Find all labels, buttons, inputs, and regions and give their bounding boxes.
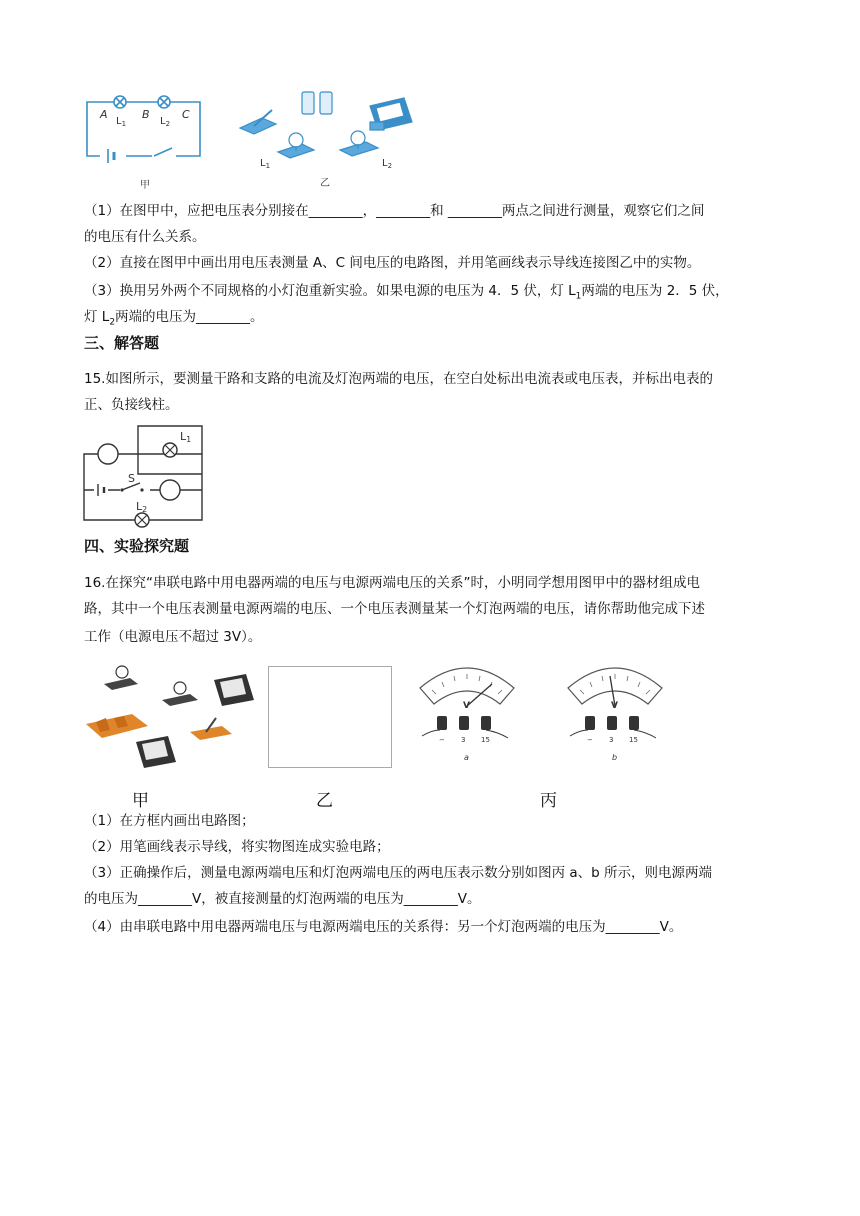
svg-text:L2: [136, 500, 147, 514]
meter-a-term-neg: −: [439, 736, 445, 744]
q14-part3-line2: 灯 $L_2$两端的电压为________。: [84, 309, 264, 328]
svg-text:L1: [260, 158, 270, 170]
figure-yi-caption: 乙: [320, 178, 330, 189]
figure-jia-caption: 甲: [140, 180, 150, 191]
q16-part3-line1: （3）正确操作后，测量电源两端电压和灯泡两端电压的两电压表示数分别如图丙 a、b 所示，则电源两端: [84, 865, 713, 881]
yi-lamp-l2-label: L: [382, 158, 388, 169]
q16-part2: （2）用笔画线表示导线，将实物图连成实验电路；: [84, 839, 390, 855]
figure-yi-apparatus: [232, 88, 422, 188]
svg-text:L2: [160, 116, 170, 128]
q16-caption-jia: 甲: [132, 791, 149, 811]
q15-l2-sub: 2: [142, 505, 148, 514]
q16-part1: （1）在方框内画出电路图；: [84, 813, 255, 829]
lamp-l2-sub: 2: [165, 120, 171, 128]
q15-l1-sub: 1: [186, 435, 192, 444]
meter-b-term-neg: −: [587, 736, 593, 744]
svg-text:L1: [116, 116, 126, 128]
lamp-l1-sub: 1: [121, 120, 127, 128]
meter-a-unit: V: [463, 701, 470, 711]
q15-switch-label: S: [128, 472, 135, 485]
point-a-label: A: [100, 108, 108, 121]
section-4-title: 四、实验探究题: [84, 537, 190, 555]
svg-text:L1: [180, 430, 191, 444]
q16-line3: 工作（电源电压不超过 3V）。: [84, 629, 262, 645]
point-c-label: C: [182, 108, 190, 121]
yi-lamp-l1-sub: 1: [265, 162, 271, 170]
q16-line2: 路，其中一个电压表测量电源两端的电压、一个电压表测量某一个灯泡两端的电压，请你帮助他完成下述: [84, 601, 705, 617]
q16-caption-bing: 丙: [540, 791, 557, 811]
q14-part1-line2: 的电压有什么关系。: [84, 229, 206, 245]
q15-circuit-figure: [80, 418, 220, 528]
point-b-label: B: [142, 108, 150, 121]
q16-drawing-box[interactable]: [268, 666, 392, 768]
lamp-l1-label: L: [116, 116, 122, 127]
q15-line1: 15.如图所示，要测量干路和支路的电流及灯泡两端的电压，在空白处标出电流表或电压表，并标出电表的: [84, 371, 713, 387]
q16-part3-line2: 的电压为________V，被直接测量的灯泡两端的电压为________V。: [84, 891, 481, 907]
meter-b-unit: V: [611, 701, 618, 711]
q16-caption-yi: 乙: [316, 791, 333, 811]
meter-b-term-3: 3: [609, 736, 614, 744]
yi-lamp-l2-sub: 2: [387, 162, 393, 170]
q16-apparatus-figure: [82, 660, 262, 770]
q15-l1-label: L: [180, 430, 187, 443]
q16-part4: （4）由串联电路中用电器两端电压与电源两端电压的关系得：另一个灯泡两端的电压为________V。: [84, 919, 683, 935]
q15-l2-label: L: [136, 500, 143, 513]
q16-voltmeter-a: [412, 656, 522, 766]
q15-line2: 正、负接线柱。: [84, 397, 179, 413]
q14-part3-line1: （3）换用另外两个不同规格的小灯泡重新实验。如果电源的电压为 4．5 伏，灯 $L_1$两端的电压为 2．5 伏，: [84, 283, 729, 302]
meter-a-term-3: 3: [461, 736, 466, 744]
meter-a-label: a: [464, 753, 469, 762]
q14-part1-line1: （1）在图甲中，应把电压表分别接在________，________和 ________两点之间进行测量，观察它们之间: [84, 203, 705, 219]
section-3-title: 三、解答题: [84, 334, 160, 352]
q16-voltmeter-b: [560, 656, 670, 766]
figure-jia-circuit: [80, 90, 210, 190]
lamp-l2-label: L: [160, 116, 166, 127]
svg-text:L2: [382, 158, 392, 170]
q14-part2: （2）直接在图甲中画出用电压表测量 A、C 间电压的电路图，并用笔画线表示导线连接图乙中的实物。: [84, 255, 701, 271]
meter-a-term-15: 15: [481, 736, 490, 744]
yi-lamp-l1-label: L: [260, 158, 266, 169]
meter-b-term-15: 15: [629, 736, 638, 744]
meter-b-label: b: [612, 753, 618, 762]
q16-line1: 16.在探究“串联电路中用电器两端的电压与电源两端电压的关系”时，小明同学想用图甲中的器材组成电: [84, 575, 700, 591]
